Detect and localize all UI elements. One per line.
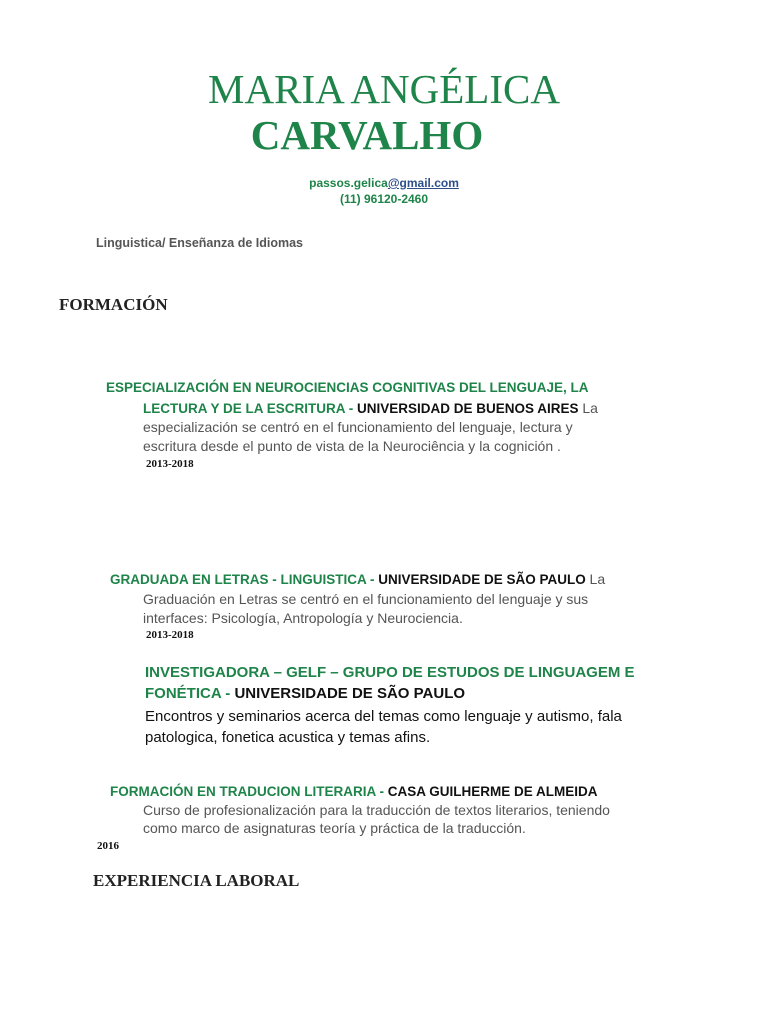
entry-title: GRADUADA EN LETRAS - LINGUISTICA -: [110, 572, 379, 587]
entry-years: 2016: [97, 840, 119, 852]
entry-desc: especialización se centró en el funcionamiento del lenguaje, lectura y: [143, 419, 573, 435]
email-user: passos.gelica: [309, 176, 388, 190]
institution: CASA GUILHERME DE ALMEIDA: [387, 784, 598, 799]
entry-title: INVESTIGADORA – GELF – GRUPO DE ESTUDOS DE LINGUAGEM E: [145, 664, 635, 681]
entry-desc: como marco de asignaturas teoría y práctica de la traducción.: [143, 820, 526, 836]
entry-years: 2013-2018: [146, 629, 194, 641]
entry-title: FORMACIÓN EN TRADUCION LITERARIA -: [110, 784, 388, 799]
entry-desc: patologica, fonetica acustica y temas afins.: [145, 729, 431, 746]
subtitle: Linguistica/ Enseñanza de Idiomas: [96, 236, 303, 250]
entry-title: ESPECIALIZACIÓN EN NEUROCIENCIAS COGNITIVAS DEL LENGUAJE, LA: [106, 380, 589, 395]
entry-years: 2013-2018: [146, 458, 194, 470]
entry-desc: interfaces: Psicología, Antropología y Neurociencia.: [143, 610, 463, 626]
section-title-experiencia: EXPERIENCIA LABORAL: [93, 871, 300, 890]
entry-title-cont: FONÉTICA -: [145, 685, 235, 702]
entry-title-line2: [143, 399, 598, 419]
entry-title-line: [110, 570, 605, 590]
entry-desc: escritura desde el punto de vista de la Neurociência y la cognición .: [143, 438, 561, 454]
institution: UNIVERSIDAD DE BUENOS AIRES: [357, 401, 579, 416]
entry-desc: Graduación en Letras se centró en el funcionamiento del lenguaje y sus: [143, 591, 589, 607]
institution: UNIVERSIDADE DE SÃO PAULO: [378, 572, 586, 587]
entry-desc: Curso de profesionalización para la traducción de textos literarios, teniendo: [143, 802, 610, 818]
institution: UNIVERSIDADE DE SÃO PAULO: [234, 685, 466, 702]
section-title-formacion: FORMACIÓN: [59, 295, 168, 314]
entry-desc: La: [589, 571, 606, 587]
phone: (11) 96120-2460: [339, 192, 429, 206]
entry-title-line: [110, 782, 598, 802]
email-link[interactable]: @gmail.com: [387, 176, 459, 190]
entry-desc: Encontros y seminarios acerca del temas como lenguaje y autismo, fala: [145, 708, 622, 725]
email-line: [0, 175, 768, 191]
entry-title-cont: LECTURA Y DE LA ESCRITURA -: [143, 401, 358, 416]
name-first: MARIA ANGÉLICA: [208, 66, 560, 112]
name-last: CARVALHO: [250, 112, 484, 158]
entry-title-line2: [145, 683, 465, 705]
entry-desc: La: [582, 400, 598, 416]
